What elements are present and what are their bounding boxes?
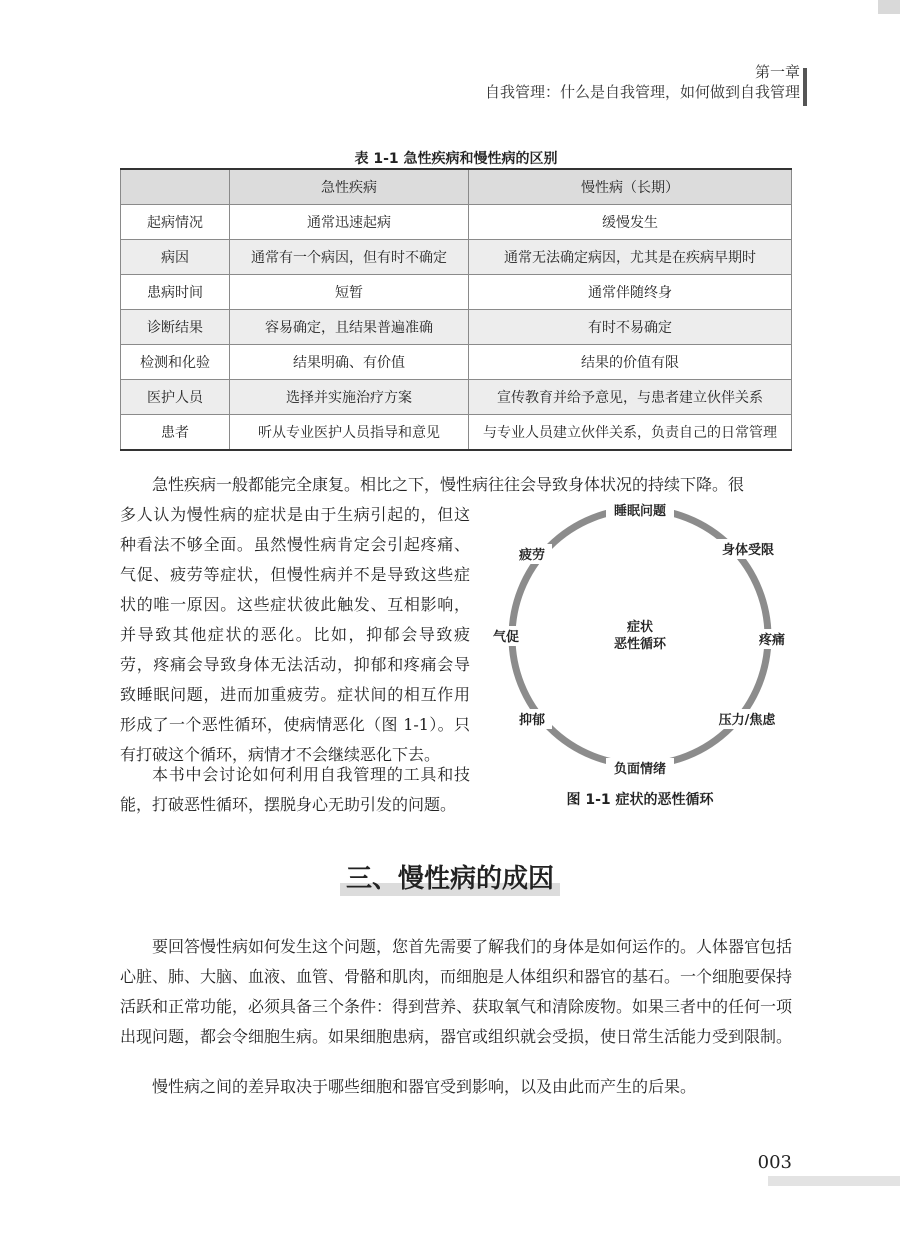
- body-paragraph-2: 本书中会讨论如何利用自我管理的工具和技能，打破恶性循环，摆脱身心无助引发的问题。: [120, 765, 470, 814]
- page-number: 003: [757, 1152, 792, 1173]
- table-cell: 通常迅速起病: [230, 205, 469, 240]
- cycle-node-pain: 疼痛: [758, 633, 786, 648]
- header-bar: [803, 68, 807, 106]
- table-header-cell: 慢性病（长期）: [469, 169, 792, 205]
- vicious-cycle-diagram: [482, 494, 798, 790]
- table-cell: 有时不易确定: [469, 310, 792, 345]
- corner-tab: [878, 0, 900, 14]
- table-cell: 患病时间: [121, 275, 230, 310]
- cycle-center-label-2: 恶性循环: [613, 637, 667, 652]
- table-cell: 起病情况: [121, 205, 230, 240]
- cycle-node-shortness-of-breath: 气促: [492, 630, 520, 645]
- table-row: [121, 380, 792, 415]
- table-cell: 患者: [121, 415, 230, 451]
- running-header: [485, 62, 800, 103]
- body-paragraph-4: 慢性病之间的差异取决于哪些细胞和器官受到影响，以及由此而产生的后果。: [152, 1077, 697, 1096]
- table-cell: 通常伴随终身: [469, 275, 792, 310]
- table-row: [121, 240, 792, 275]
- section-heading-text: 三、慢性病的成因: [340, 864, 560, 896]
- table-cell: 通常无法确定病因，尤其是在疾病早期时: [469, 240, 792, 275]
- body-paragraph-3: 要回答慢性病如何发生这个问题，您首先需要了解我们的身体是如何运作的。人体器官包括心脏、肺、大脑、血液、血管、骨骼和肌肉，而细胞是人体组织和器官的基石。一个细胞要保持活跃和正常功能，必须具备三个条件：得到营养、获取氧气和清除废物。如果三者中的任何一项出现问题，都会令细胞生病。如果细胞患病，器官或组织就会受损，使日常生活能力受到限制。: [120, 937, 793, 1046]
- table-cell: 听从专业医护人员指导和意见: [230, 415, 469, 451]
- cycle-center-label-1: 症状: [626, 620, 654, 635]
- table-header-row: [121, 169, 792, 205]
- body-paragraph-1: 多人认为慢性病的症状是由于生病引起的，但这种看法不够全面。虽然慢性病肯定会引起疼痛、气促、疲劳等症状，但慢性病并不是导致这些症状的唯一原因。这些症状彼此触发、互相影响，并导致其他症状的恶化。比如，抑郁会导致疲劳，疼痛会导致身体无法活动，抑郁和疼痛会导致睡眠问题，进而加重疲劳。症状间的相互作用形成了一个恶性循环，使病情恶化（图 1-1）。只有打破这个循环，病情才不会继续恶化下去。: [120, 505, 470, 764]
- table-header-cell: [121, 169, 230, 205]
- table-row: [121, 415, 792, 451]
- cycle-node-fatigue: 疲劳: [518, 548, 546, 563]
- cycle-node-stress: 压力/焦虑: [718, 713, 776, 728]
- table-cell: 检测和化验: [121, 345, 230, 380]
- section-heading: [0, 858, 900, 895]
- comparison-table: [120, 168, 792, 451]
- table-row: [121, 205, 792, 240]
- cycle-node-sleep: 睡眠问题: [613, 504, 667, 519]
- table-cell: 结果的价值有限: [469, 345, 792, 380]
- table-cell: 选择并实施治疗方案: [230, 380, 469, 415]
- cycle-node-negative-emotion: 负面情绪: [613, 762, 667, 777]
- cycle-node-physical-limit: 身体受限: [721, 543, 775, 558]
- table-cell: 短暂: [230, 275, 469, 310]
- table-caption: 表 1-1 急性疾病和慢性病的区别: [354, 151, 558, 167]
- cycle-node-depression: 抑郁: [518, 713, 546, 728]
- table-header-cell: 急性疾病: [230, 169, 469, 205]
- table-row: [121, 275, 792, 310]
- table-cell: 病因: [121, 240, 230, 275]
- table-row: [121, 345, 792, 380]
- chapter-title: 自我管理：什么是自我管理，如何做到自我管理: [484, 83, 800, 102]
- table-row: [121, 310, 792, 345]
- table-cell: 结果明确、有价值: [230, 345, 469, 380]
- table-cell: 缓慢发生: [469, 205, 792, 240]
- figure-caption: 图 1-1 症状的恶性循环: [566, 792, 714, 808]
- body-paragraph-1-line-1: 急性疾病一般都能完全康复。相比之下，慢性病往往会导致身体状况的持续下降。很: [152, 475, 745, 494]
- table-cell: 宣传教育并给予意见，与患者建立伙伴关系: [469, 380, 792, 415]
- table-cell: 与专业人员建立伙伴关系，负责自己的日常管理: [469, 415, 792, 451]
- chapter-label: 第一章: [754, 63, 800, 81]
- table-cell: 诊断结果: [121, 310, 230, 345]
- table-cell: 通常有一个病因，但有时不确定: [230, 240, 469, 275]
- table-cell: 容易确定，且结果普遍准确: [230, 310, 469, 345]
- table-cell: 医护人员: [121, 380, 230, 415]
- footer-bar: [768, 1176, 900, 1186]
